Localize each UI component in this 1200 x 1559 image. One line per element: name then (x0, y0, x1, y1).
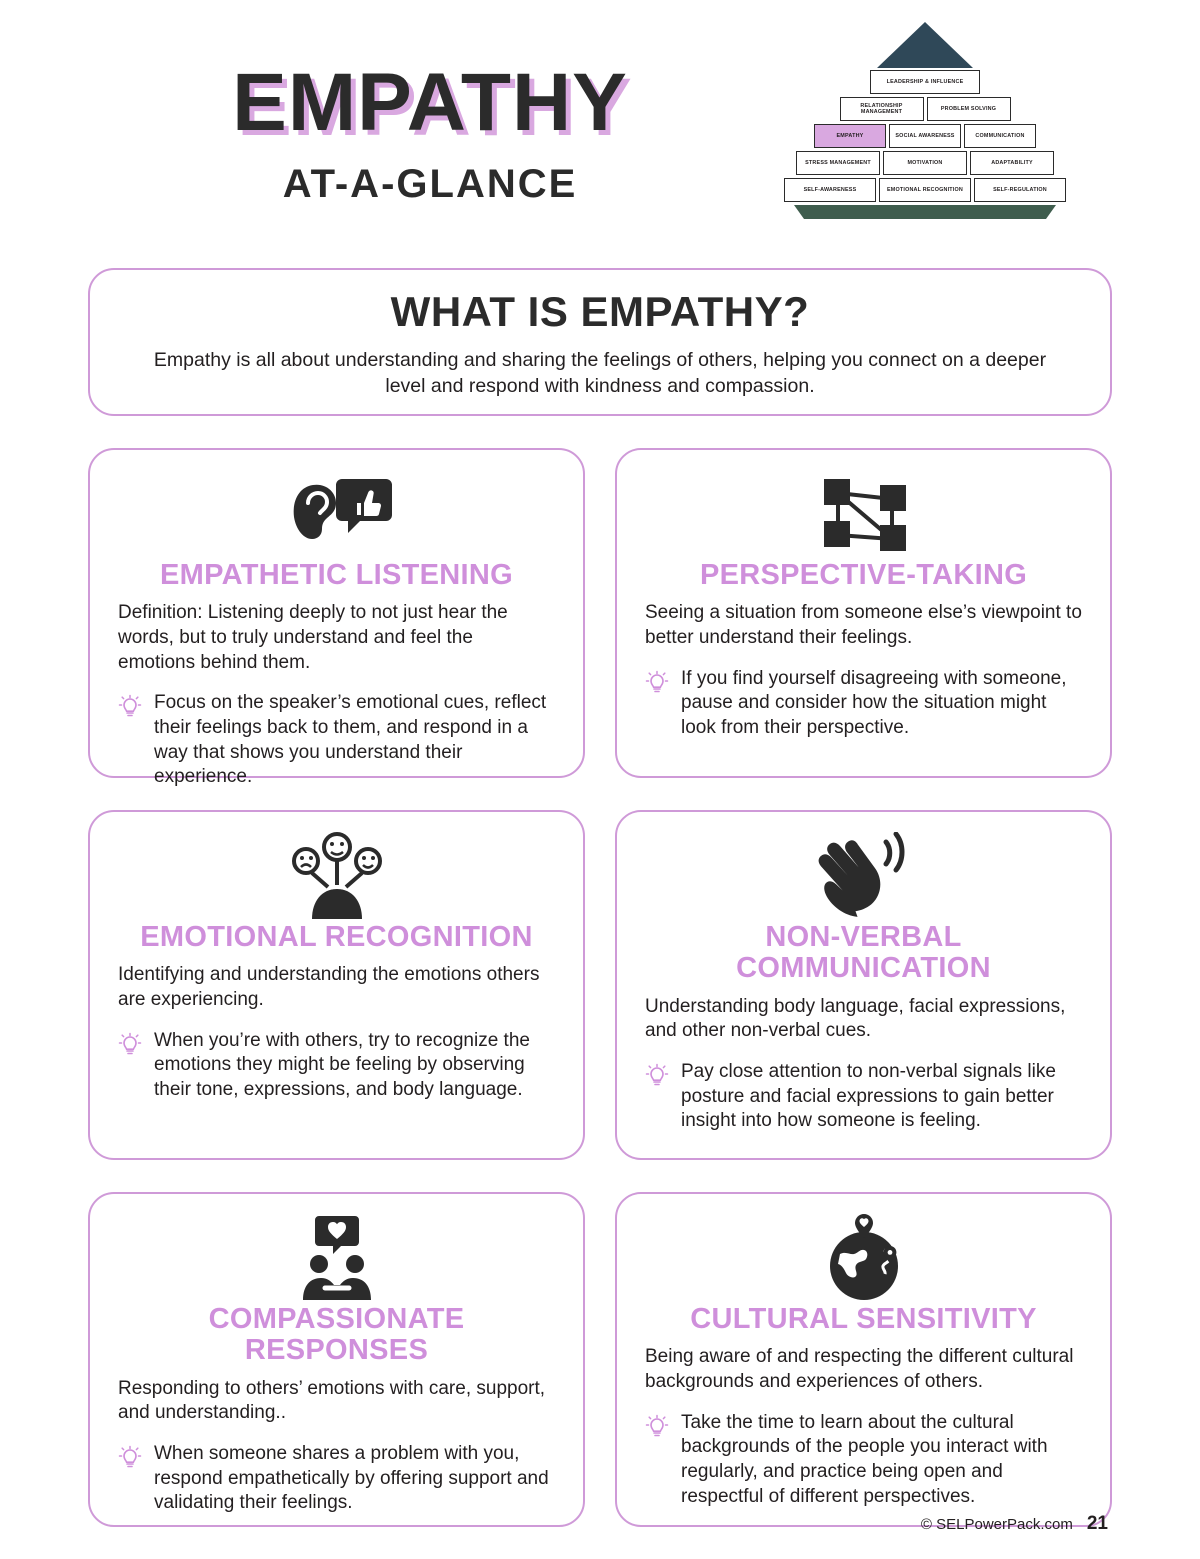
card-definition: Being aware of and respecting the different cultural backgrounds and experiences of others. (645, 1346, 1074, 1392)
card-definition: Definition: Listening deeply to not just hear the words, but to truly understand and feel the emotions behind them. (118, 602, 508, 673)
card-title: CULTURAL SENSITIVITY (690, 1303, 1037, 1335)
pyramid-cell-empathy: EMPATHY (814, 124, 886, 148)
pyramid-cell-emotional-recognition: EMOTIONAL RECOGNITION (879, 178, 971, 202)
card-tip-text: When someone shares a problem with you, respond empathetically by offering support and validating their feelings. (154, 1443, 549, 1514)
card-row-2 (88, 810, 1112, 1160)
page-header (0, 0, 1200, 250)
what-is-empathy-body: Empathy is all about understanding and sharing the feelings of others, helping you connect on a deeper level and respond with kindness and compassion. (153, 349, 1047, 397)
ear-thumbsup-icon (118, 468, 555, 560)
card-tip (118, 1029, 555, 1103)
page-number: 21 (1086, 1513, 1108, 1534)
lightbulb-icon (645, 1414, 671, 1445)
what-is-empathy-heading: WHAT IS EMPATHY? (390, 288, 810, 335)
card-empathetic-listening (88, 448, 585, 788)
lightbulb-icon (645, 670, 671, 701)
card-row-3 (88, 1192, 1112, 1527)
pyramid-base (780, 205, 1070, 219)
card-definition: Responding to others’ emotions with care, support, and understanding.. (118, 1377, 546, 1424)
pyramid-apex (877, 22, 973, 68)
pyramid-row-5 (780, 178, 1070, 202)
pyramid-row-3 (780, 124, 1070, 148)
card-definition: Understanding body language, facial expressions, and other non-verbal cues. (645, 995, 1066, 1042)
what-is-empathy-panel (88, 268, 1112, 416)
card-emotional-recognition (88, 810, 585, 1160)
card-definition: Seeing a situation from someone else’s viewpoint to better understand their feelings. (645, 602, 1082, 648)
card-title: EMOTIONAL RECOGNITION (140, 921, 533, 953)
title-block (0, 57, 860, 207)
network-nodes-icon (645, 468, 1082, 560)
pyramid-cell-social-awareness: SOCIAL AWARENESS (889, 124, 961, 148)
copyright-text: © SELPowerPack.com (920, 1516, 1073, 1533)
card-tip-text: Focus on the speaker’s emotional cues, reflect their feelings back to them, and respond in a way that shows you understand their experience. (154, 692, 547, 788)
card-definition: Identifying and understanding the emotions others are experiencing. (118, 964, 540, 1010)
card-row-1 (88, 448, 1112, 788)
skill-card-grid (88, 448, 1112, 1559)
card-non-verbal-communication (615, 810, 1112, 1160)
lightbulb-icon (118, 1032, 144, 1063)
card-tip-text: If you find yourself disagreeing with someone, pause and consider how the situation might look from their perspective. (681, 667, 1067, 739)
card-tip-text: Take the time to learn about the cultural backgrounds of the people you interact with regularly, and practice being open and respectful of different perspectives. (681, 1411, 1048, 1507)
pyramid-cell-relationship-management: RELATIONSHIP MANAGEMENT (840, 97, 924, 121)
page-title: EMPATHY (232, 57, 628, 148)
card-cultural-sensitivity (615, 1192, 1112, 1527)
lightbulb-icon (118, 1445, 144, 1476)
card-tip (645, 667, 1082, 741)
caring-people-heart-icon (118, 1212, 555, 1304)
card-title: NON-VERBAL COMMUNICATION (736, 921, 991, 985)
pyramid-cell-self-awareness: SELF-AWARENESS (784, 178, 876, 202)
card-tip (118, 1442, 555, 1516)
card-title: COMPASSIONATE RESPONSES (208, 1303, 465, 1367)
waving-hand-icon (645, 830, 1082, 922)
pyramid-cell-stress-management: STRESS MANAGEMENT (796, 151, 880, 175)
pyramid-cell-problem-solving: PROBLEM SOLVING (927, 97, 1011, 121)
pyramid-row-2 (780, 97, 1070, 121)
page-footer (921, 1513, 1108, 1535)
card-tip-text: When you’re with others, try to recognize the emotions they might be feeling by observing their tone, expressions, and body language. (154, 1029, 530, 1101)
pyramid-cell-communication: COMMUNICATION (964, 124, 1036, 148)
card-title: PERSPECTIVE-TAKING (699, 559, 1028, 591)
lightbulb-icon (118, 694, 144, 725)
card-perspective-taking (615, 448, 1112, 778)
pyramid-cell-adaptability: ADAPTABILITY (970, 151, 1054, 175)
pyramid-cell-self-regulation: SELF-REGULATION (974, 178, 1066, 202)
pyramid-row-1 (780, 70, 1070, 94)
page-subtitle: AT-A-GLANCE (282, 162, 578, 206)
head-emotions-icon (118, 830, 555, 922)
card-compassionate-responses (88, 1192, 585, 1527)
card-tip-text: Pay close attention to non-verbal signals like posture and facial expressions to gain better insight into how someone is feeling. (681, 1061, 1056, 1132)
card-title: EMPATHETIC LISTENING (160, 559, 513, 591)
pyramid-cell-motivation: MOTIVATION (883, 151, 967, 175)
sel-pyramid-diagram (780, 22, 1070, 247)
card-tip (645, 1411, 1082, 1510)
pyramid-row-4 (780, 151, 1070, 175)
card-tip (645, 1060, 1082, 1134)
card-tip (118, 691, 555, 790)
pyramid-cell-leadership: LEADERSHIP & INFLUENCE (870, 70, 980, 94)
lightbulb-icon (645, 1063, 671, 1094)
globe-pins-heart-icon (645, 1212, 1082, 1304)
